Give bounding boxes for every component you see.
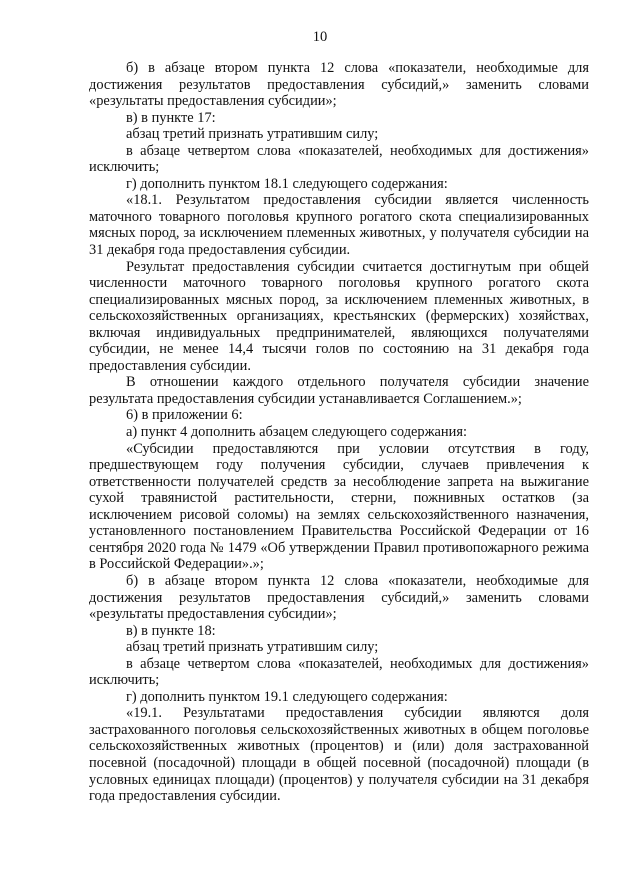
page-number: 10 xyxy=(312,29,328,45)
paragraph: в) в пункте 18: xyxy=(126,622,216,639)
paragraph: в) в пункте 17: xyxy=(126,109,216,126)
paragraph: «19.1. Результатами предоставления субсидии являются доля застрахованного поголовья сельскохозяйственных животных в общем поголовье сельскохозяйственных животных (процентов) и (или) доля застрахованной посевной (посадочной) площади в общей посевной (посадочной) площади (в условных единицах площади) (процентов) у получателя субсидии на 31 декабря года предоставления субсидии. xyxy=(89,705,589,805)
paragraph: абзац третий признать утратившим силу; xyxy=(126,126,379,143)
paragraph: г) дополнить пунктом 18.1 следующего содержания: xyxy=(126,175,448,192)
paragraph: б) в абзаце втором пункта 12 слова «показатели, необходимые для достижения результатов предоставления субсидий,» заменить словами «результаты предоставления субсидии»; xyxy=(89,572,589,623)
paragraph: б) в абзаце втором пункта 12 слова «показатели, необходимые для достижения результатов предоставления субсидий,» заменить словами «результаты предоставления субсидии»; xyxy=(89,60,589,110)
paragraph: Результат предоставления субсидии считается достигнутым при общей численности маточного товарного поголовья крупного рогатого скота специализированных мясных пород, за исключением племенных животных, в сельскохозяйственных организациях, крестьянских (фермерских) хозяйствах, включая индивидуальных предпринимателей, являющихся получателями субсидии, не менее 14,4 тысячи голов по состоянию на 31 декабря года предоставления субсидии. xyxy=(89,258,589,374)
paragraph: 6) в приложении 6: xyxy=(126,407,243,424)
document-body xyxy=(89,60,589,805)
paragraph: г) дополнить пунктом 19.1 следующего содержания: xyxy=(126,688,448,705)
paragraph: абзац третий признать утратившим силу; xyxy=(126,639,379,656)
paragraph: в абзаце четвертом слова «показателей, необходимых для достижения» исключить; xyxy=(89,655,589,689)
paragraph: а) пункт 4 дополнить абзацем следующего содержания: xyxy=(126,424,467,441)
paragraph: в абзаце четвертом слова «показателей, необходимых для достижения» исключить; xyxy=(89,142,589,176)
paragraph: В отношении каждого отдельного получателя субсидии значение результата предоставления субсидии устанавливается Соглашением.»; xyxy=(89,374,589,407)
paragraph: «18.1. Результатом предоставления субсидии является численность маточного товарного поголовья крупного рогатого скота специализированных мясных пород, за исключением племенных животных, у получателя субсидии на 31 декабря года предоставления субсидии. xyxy=(89,192,589,259)
paragraph: «Субсидии предоставляются при условии отсутствия в году, предшествующем году получения субсидии, случаев привлечения к ответственности получателей средств за несоблюдение запрета на выжигание сухой травянистой растительности, стерни, пожнивных остатков (за исключением рисовой соломы) на землях сельскохозяйственного назначения, установленного постановлением Правительства Российской Федерации от 16 сентября 2020 года № 1479 «Об утверждении Правил противопожарного режима в Российской Федерации».»; xyxy=(89,440,589,573)
